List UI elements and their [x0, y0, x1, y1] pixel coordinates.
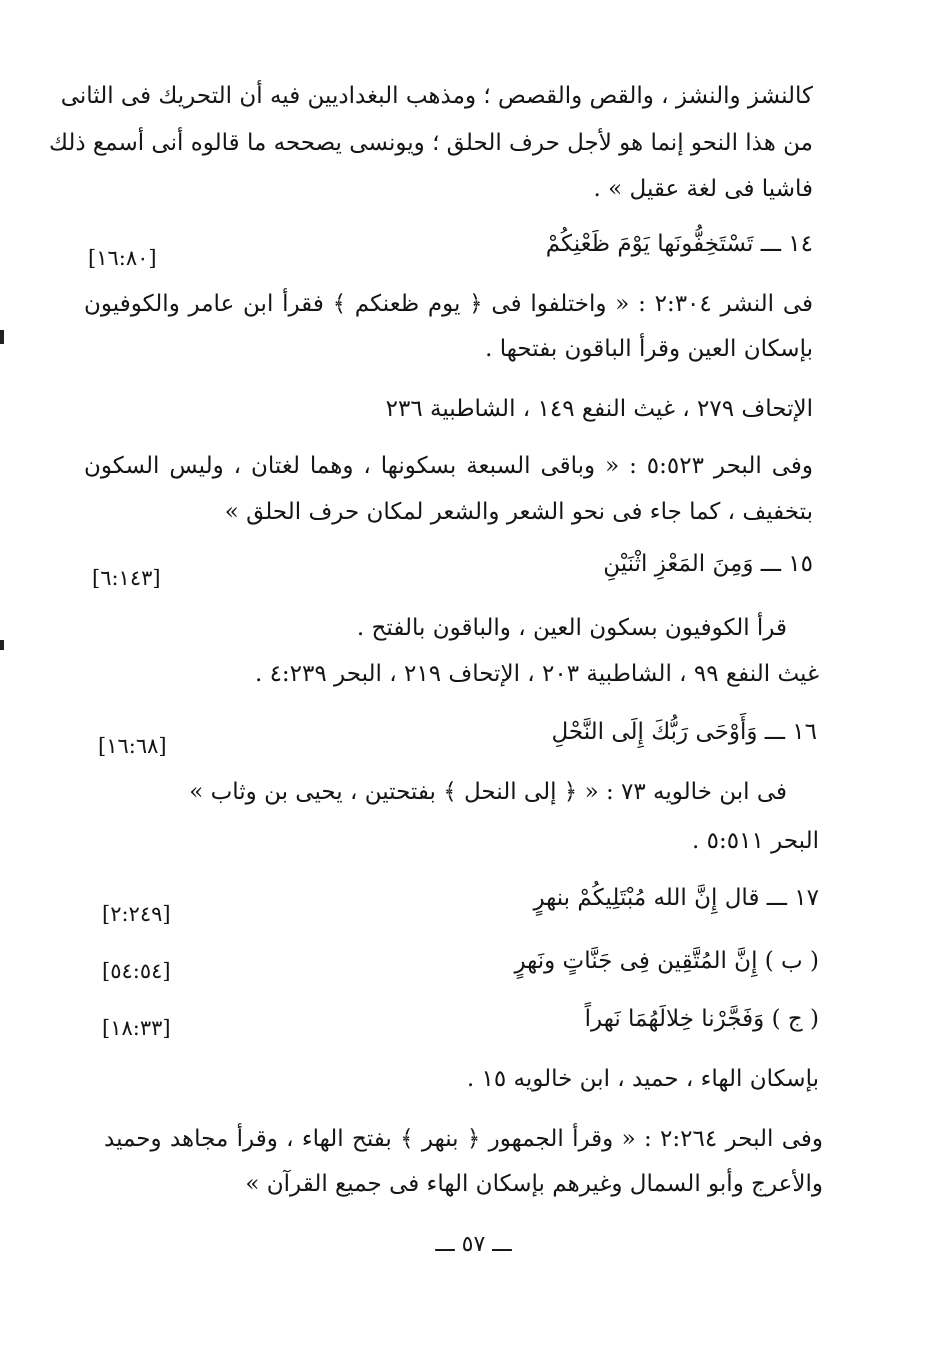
text-line: كالنشز والنشز ، والقص والقصص ؛ ومذهب البغداديين فيه أن التحريك فى الثانى [60, 83, 813, 109]
entry-17b-verse: ( ب ) إِنَّ المُتَّقِين فِى جَنَّاتٍ ونَهرٍ [514, 948, 819, 974]
text-line: بتخفيف ، كما جاء فى نحو الشعر والشعر لمكان حرف الحلق » [224, 499, 813, 525]
entry-17b-reference: [٥٤:٥٤] [102, 959, 171, 983]
text-line: الإتحاف ٢٧٩ ، غيث النفع ١٤٩ ، الشاطبية ٢٣٦ [385, 396, 813, 422]
scan-edge-mark [0, 640, 4, 650]
entry-17c-verse: ( ج ) وَفَجَّرْنا خِلالَهُمَا نَهراً [584, 1006, 819, 1032]
scan-edge-mark [0, 330, 4, 344]
entry-15-reference: [٦:١٤٣] [92, 566, 161, 590]
text-line: فى النشر ٢:٣٠٤ : « واختلفوا فى ﴿ يوم ظعنكم ﴾ فقرأ ابن عامر والكوفيون [84, 291, 813, 317]
text-line: قرأ الكوفيون بسكون العين ، والباقون بالفتح . [356, 615, 787, 641]
text-line: البحر ٥:٥١١ . [692, 828, 819, 854]
text-line: بإسكان العين وقرأ الباقون بفتحها . [485, 336, 813, 362]
text-line: والأعرج وأبو السمال وغيرهم بإسكان الهاء فى جميع القرآن » [245, 1171, 823, 1197]
text-line: غيث النفع ٩٩ ، الشاطبية ٢٠٣ ، الإتحاف ٢١٩ ، البحر ٤:٢٣٩ . [254, 661, 819, 687]
text-line: من هذا النحو إنما هو لأجل حرف الحلق ؛ ويونسى يصححه ما قالوه أنى أسمع ذلك [48, 130, 813, 156]
page-number: ـــ ٥٧ ـــ [435, 1232, 512, 1257]
entry-17-verse: ١٧ ـــ قال إِنَّ الله مُبْتَلِيكُمْ بنهرٍ [533, 885, 819, 911]
entry-16-reference: [١٦:٦٨] [98, 734, 167, 758]
entry-17-reference: [٢:٢٤٩] [102, 902, 171, 926]
entry-17c-reference: [١٨:٣٣] [102, 1016, 171, 1040]
text-line: فى ابن خالويه ٧٣ : « ﴿ إلى النحل ﴾ بفتحتين ، يحيى بن وثاب » [189, 779, 787, 805]
text-line: فاشيا فى لغة عقيل » . [593, 176, 813, 202]
entry-16-verse: ١٦ ـــ وَأَوْحَى رَبُّكَ إِلَى النَّحْلِ [551, 719, 817, 745]
text-line: وفى البحر ٢:٢٦٤ : « وقرأ الجمهور ﴿ بنهر ﴾ بفتح الهاء ، وقرأ مجاهد وحميد [104, 1126, 823, 1152]
entry-15-verse: ١٥ ـــ وَمِنَ المَعْزِ اثْنَيْنِ [603, 551, 813, 577]
entry-14-reference: [١٦:٨٠] [88, 246, 157, 270]
text-line: بإسكان الهاء ، حميد ، ابن خالويه ١٥ . [466, 1066, 819, 1092]
text-line: وفى البحر ٥:٥٢٣ : « وباقى السبعة بسكونها ، وهما لغتان ، وليس السكون [84, 453, 813, 479]
entry-14-verse: ١٤ ـــ تَسْتَخِفُّونَها يَوْمَ ظَعْنِكُمْ [545, 231, 813, 257]
